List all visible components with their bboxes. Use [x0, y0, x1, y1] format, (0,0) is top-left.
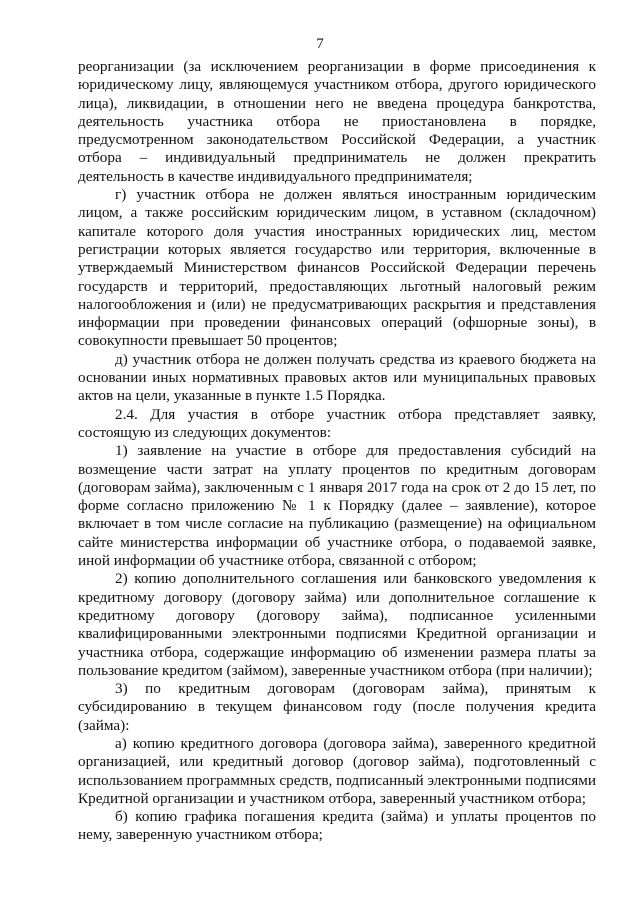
paragraph: 3) по кредитным договорам (договорам займа), принятым к субсидированию в текущем финансовом году (после получения кредита (займа): [78, 680, 596, 734]
paragraph: г) участник отбора не должен являться иностранным юридическим лицом, а также российским юридическим лицом, в уставном (складочном) капитале которого доля участия иностранных юридических лиц, местом регистрации которых является государство или территория, включенные в утверждаемый Министерством финансов Российской Федерации перечень государств и территорий, предоставляющих льготный налоговый режим налогообложения и (или) не предусматривающих раскрытия и представления информации при проведении финансовых операций (офшорные зоны), в совокупности превышает 50 процентов; [78, 186, 596, 350]
paragraph: д) участник отбора не должен получать средства из краевого бюджета на основании иных нормативных правовых актов или муниципальных правовых актов на цели, указанные в пункте 1.5 Порядка. [78, 350, 596, 405]
document-body [78, 58, 596, 845]
paragraph: реорганизации (за исключением реорганизации в форме присоединения к юридическому лицу, являющемуся участником отбора, другого юридического лица), ликвидации, в отношении него не введена процедура банкротства, деятельность участника отбора не приостановлена в порядке, предусмотренном законодательством Российской Федерации, а участник отбора – индивидуальный предприниматель не должен прекратить деятельность в качестве индивидуального предпринимателя; [78, 58, 596, 185]
page-number: 7 [316, 36, 324, 52]
paragraph: а) копию кредитного договора (договора займа), заверенного кредитной организацией, или кредитный договор (договор займа), подготовленный с использованием программных средств, подписанный электронными подписями Кредитной организации и участником отбора, заверенный участником отбора; [78, 734, 596, 807]
paragraph: 2.4. Для участия в отборе участник отбора представляет заявку, состоящую из следующих документов: [78, 405, 596, 441]
paragraph: б) копию графика погашения кредита (займа) и уплаты процентов по нему, заверенную участником отбора; [78, 808, 596, 844]
paragraph: 2) копию дополнительного соглашения или банковского уведомления к кредитному договору (договору займа) или дополнительное соглашение к кредитному договору (договору займа), подписанное усиленными квалифицированными электронными подписями Кредитной организации и участника отбора, содержащие информацию об изменении размера платы за пользование кредитом (займом), заверенные участником отбора (при наличии); [78, 570, 596, 679]
paragraph: 1) заявление на участие в отборе для предоставления субсидий на возмещение части затрат на уплату процентов по кредитным договорам (договорам займа), заключенным с 1 января 2017 года на срок от 2 до 15 лет, по форме согласно приложению № 1 к Порядку (далее – заявление), которое включает в том числе согласие на публикацию (размещение) на официальном сайте министерства информации об участнике отбора, о подаваемой заявке, иной информации об участнике отбора, связанной с отбором; [78, 442, 596, 570]
